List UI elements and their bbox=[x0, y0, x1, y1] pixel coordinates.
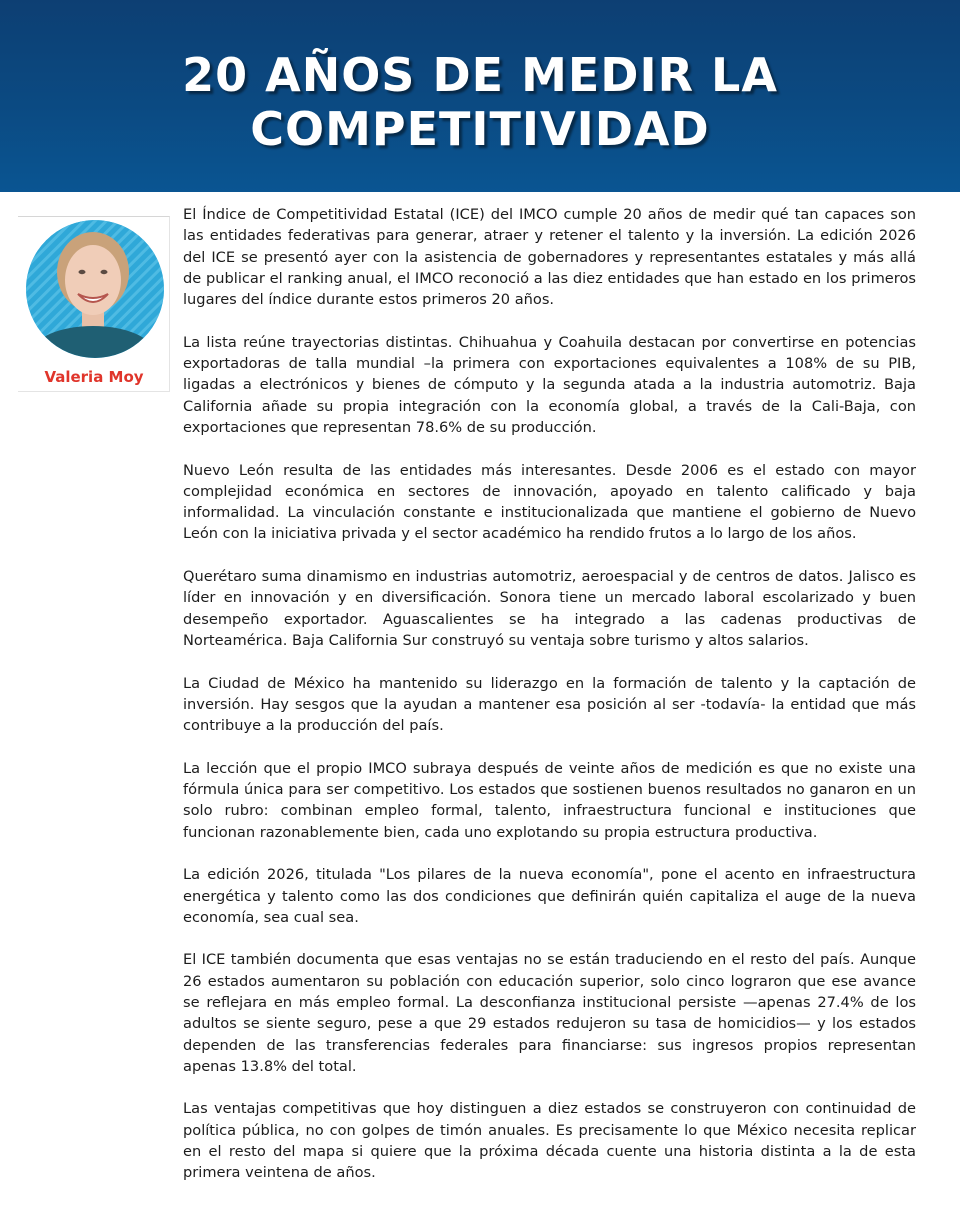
article-paragraph: Las ventajas competitivas que hoy distinguen a diez estados se construyeron con continuidad de política pública, no con golpes de timón anuales. Es precisamente lo que México necesita replicar en el resto del mapa si quiere que la próxima década cuente una historia distinta a la de esta primera veintena de años. bbox=[183, 1100, 916, 1182]
author-name: Valeria Moy bbox=[44, 368, 144, 386]
page-title: 20 AÑOS DE MEDIR LA COMPETITIVIDAD bbox=[182, 48, 778, 156]
header-banner bbox=[0, 0, 960, 192]
article-body bbox=[183, 204, 916, 1205]
article-paragraph: La Ciudad de México ha mantenido su liderazgo en la formación de talento y la captación de inversión. Hay sesgos que la ayudan a mantener esa posición al ser -todavía- la entidad que más contribuye a la producción del país. bbox=[183, 674, 916, 735]
author-photo-icon bbox=[26, 220, 164, 358]
article-paragraph: Querétaro suma dinamismo en industrias automotriz, aeroespacial y de centros de datos. Jalisco es líder en innovación y en diversificación. Sonora tiene un mercado laboral escolarizado y buen desempeño exportador. Aguascalientes se ha integrado a las cadenas productivas de Norteamérica. Baja California Sur construyó su ventaja sobre turismo y altos salarios. bbox=[183, 568, 916, 649]
article-paragraph: El ICE también documenta que esas ventajas no se están traduciendo en el resto del país. Aunque 26 estados aumentaron su población con educación superior, solo cinco lograron que ese avance se reflejara en más empleo formal. La desconfianza institucional persiste —apenas 27.4% de los adultos se siente seguro, pese a que 29 estados redujeron su tasa de homicidios— y los estados dependen de las transferencias federales para financiarse: sus ingresos propios representan apenas 13.8% del total. bbox=[183, 951, 916, 1075]
article-paragraph: La lección que el propio IMCO subraya después de veinte años de medición es que no existe una fórmula única para ser competitivo. Los estados que sostienen buenos resultados no ganaron en un solo rubro: combinan empleo formal, talento, infraestructura funcional e instituciones que funcionan razonablemente bien, cada uno explotando su propia estructura productiva. bbox=[183, 759, 916, 841]
article-paragraph: La edición 2026, titulada "Los pilares de la nueva economía", pone el acento en infraestructura energética y talento como las dos condiciones que definirán quién capitaliza el auge de la nueva economía, sea cual sea. bbox=[183, 866, 916, 926]
article-paragraph: El Índice de Competitividad Estatal (ICE) del IMCO cumple 20 años de medir qué tan capaces son las entidades federativas para generar, atraer y retener el talento y la inversión. La edición 2026 del ICE se presentó ayer con la asistencia de gobernadores y representantes estatales y más allá de publicar el ranking anual, el IMCO reconoció a las diez entidades que han estado en los primeros lugares del índice durante estos primeros 20 años. bbox=[183, 206, 916, 309]
author-photo bbox=[26, 220, 164, 358]
article-paragraph: La lista reúne trayectorias distintas. Chihuahua y Coahuila destacan por convertirse en potencias exportadoras de talla mundial –la primera con exportaciones equivalentes a 108% de su PIB, ligadas a electrónicos y bienes de cómputo y la segunda atada a la industria automotriz. Baja California añade su propia integración con la economía global, a través de la Cali-Baja, con exportaciones que representan 78.6% de su producción. bbox=[183, 333, 916, 436]
article-paragraph: Nuevo León resulta de las entidades más interesantes. Desde 2006 es el estado con mayor complejidad económica en sectores de innovación, apoyado en talento calificado y baja informalidad. La vinculación constante e institucionalizada que mantiene el gobierno de Nuevo León con la iniciativa privada y el sector académico ha rendido frutos a lo largo de los años. bbox=[183, 461, 916, 543]
